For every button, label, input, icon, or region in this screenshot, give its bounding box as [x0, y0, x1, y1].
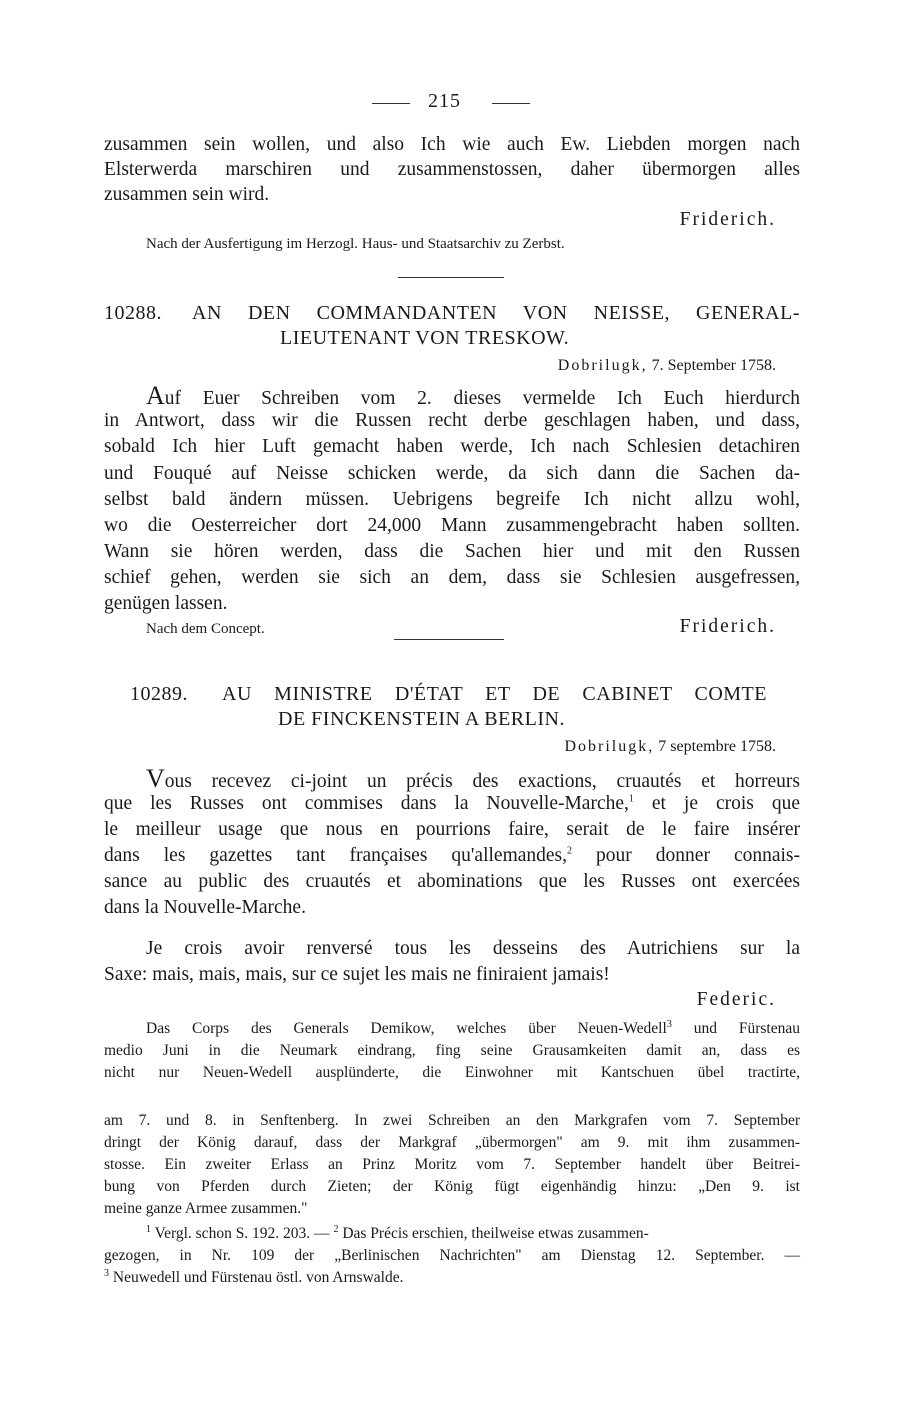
dateline: [558, 357, 776, 375]
header-rule-right: [492, 103, 530, 104]
text-line: dans la Nouvelle-Marche.: [104, 897, 306, 918]
footnote-text: Neuwedell und Fürstenau östl. von Arnswalde.: [112, 1269, 404, 1286]
text-line: selbst bald ändern müssen. Uebrigens begreife Ich nicht allzu wohl,: [104, 489, 800, 510]
letter-heading: AU MINISTRE D'ÉTAT ET DE CABINET COMTE: [222, 683, 767, 705]
letter-heading: DE FINCKENSTEIN A BERLIN.: [278, 708, 565, 730]
text-line: sance au public des cruautés et abominations que les Russes ont exercées: [104, 871, 800, 892]
text-span: ous recevez ci-joint un précis des exactions, cruautés et horreurs: [164, 771, 800, 792]
note-line: [146, 1020, 800, 1038]
text-line: und Fouqué auf Neisse schicken werde, da sich dann die Sachen da-: [104, 463, 800, 484]
source-note: Nach dem Concept.: [146, 621, 265, 637]
text-span: Das Corps des Generals Demikow, welches über Neuen-Wedell: [146, 1020, 667, 1037]
initial-letter: V: [146, 764, 165, 793]
source-note: Nach der Ausfertigung im Herzogl. Haus- und Staatsarchiv zu Zerbst.: [146, 236, 565, 252]
letter-date: 7. September 1758.: [651, 357, 776, 374]
footnote-ref: 3: [666, 1018, 672, 1030]
text-line: genügen lassen.: [104, 593, 228, 614]
letter-number: 10288.: [104, 302, 162, 324]
footnote-ref: 2: [567, 845, 573, 857]
note-line: stosse. Ein zweiter Erlass an Prinz Moritz vom 7. September handelt über Beitrei-: [104, 1156, 800, 1173]
section-divider: [398, 277, 504, 278]
place-name: Dobrilugk,: [557, 357, 648, 374]
footnote-mark: 1: [146, 1223, 151, 1235]
note-line: bung von Pferden durch Zieten; der König fügt eigenhändig hinzu: „Den 9. ist: [104, 1178, 800, 1195]
letter-heading: LIEUTENANT VON TRESKOW.: [280, 327, 570, 349]
text-line: Saxe: mais, mais, mais, sur ce sujet les mais ne finiraient jamais!: [104, 964, 610, 985]
text-span: dans les gazettes tant françaises qu'allemandes,: [104, 845, 568, 866]
footnote-mark: 2: [333, 1223, 339, 1235]
text-span: que les Russes ont commises dans la Nouvelle-Marche,: [104, 793, 629, 814]
note-line: am 7. und 8. in Senftenberg. In zwei Schreiben an den Markgrafen vom 7. September: [104, 1112, 800, 1129]
footnote-line: gezogen, in Nr. 109 der „Berlinischen Nachrichten" am Dienstag 12. September. —: [104, 1247, 800, 1264]
text-line: le meilleur usage que nous en pourrions faire, serait de le faire insérer: [104, 819, 800, 840]
text-line: schief gehen, werden sie sich an dem, dass sie Schlesien ausgefressen,: [104, 567, 800, 588]
text-line: Wann sie hören werden, dass die Sachen hier und mit den Russen: [104, 541, 800, 562]
dateline: [564, 738, 776, 756]
footnote-mark: 3: [104, 1267, 109, 1279]
text-line: zusammen sein wird.: [104, 184, 270, 205]
text-line: wo die Oesterreicher dort 24,000 Mann zusammengebracht haben sollten.: [104, 515, 800, 536]
text-span: uf Euer Schreiben vom 2. dieses vermelde Ich Euch hierdurch: [164, 388, 800, 409]
signature: Friderich.: [679, 616, 776, 637]
footnote-line: [146, 1225, 649, 1243]
footnote-text: Das Précis erschien, theilweise etwas zusammen-: [342, 1225, 649, 1242]
letter-date: 7 septembre 1758.: [658, 738, 776, 755]
section-divider: [394, 639, 504, 640]
text-line: [146, 383, 800, 410]
text-line: [146, 766, 800, 793]
text-line: zusammen sein wollen, und also Ich wie auch Ew. Liebden morgen nach: [104, 134, 800, 155]
initial-letter: A: [146, 381, 165, 410]
text-line: sobald Ich hier Luft gemacht haben werde, Ich nach Schlesien detachiren: [104, 436, 800, 457]
text-span: et je crois que: [633, 793, 800, 814]
note-line: dringt der König darauf, dass der Markgraf „übermorgen" am 9. mit ihm zusammen-: [104, 1134, 800, 1151]
text-span: und Fürstenau: [671, 1020, 801, 1037]
footnote-line: [104, 1269, 403, 1287]
footnote-text: Vergl. schon S. 192. 203. —: [154, 1225, 330, 1242]
page-number: 215: [428, 90, 461, 112]
text-line: in Antwort, dass wir die Russen recht derbe geschlagen haben, und dass,: [104, 410, 800, 431]
letter-number: 10289.: [130, 683, 188, 705]
signature: Friderich.: [679, 209, 776, 230]
note-line: meine ganze Armee zusammen.": [104, 1200, 308, 1217]
text-line: [104, 793, 800, 815]
header-rule-left: [372, 103, 410, 104]
footnote-ref: 1: [628, 793, 634, 805]
note-line: nicht nur Neuen-Wedell ausplünderte, die Einwohner mit Kantschuen übel tractirte,: [104, 1064, 800, 1081]
text-line: [104, 845, 800, 867]
text-line: Elsterwerda marschiren und zusammenstossen, daher übermorgen alles: [104, 159, 800, 180]
letter-heading: AN DEN COMMANDANTEN VON NEISSE, GENERAL-: [192, 302, 800, 324]
text-span: pour donner connais-: [572, 845, 801, 866]
note-line: medio Juni in die Neumark eindrang, fing seine Grausamkeiten damit an, dass es: [104, 1042, 800, 1059]
text-line: Je crois avoir renversé tous les desseins des Autrichiens sur la: [146, 938, 800, 959]
place-name: Dobrilugk,: [564, 738, 655, 755]
signature: Federic.: [696, 989, 776, 1010]
